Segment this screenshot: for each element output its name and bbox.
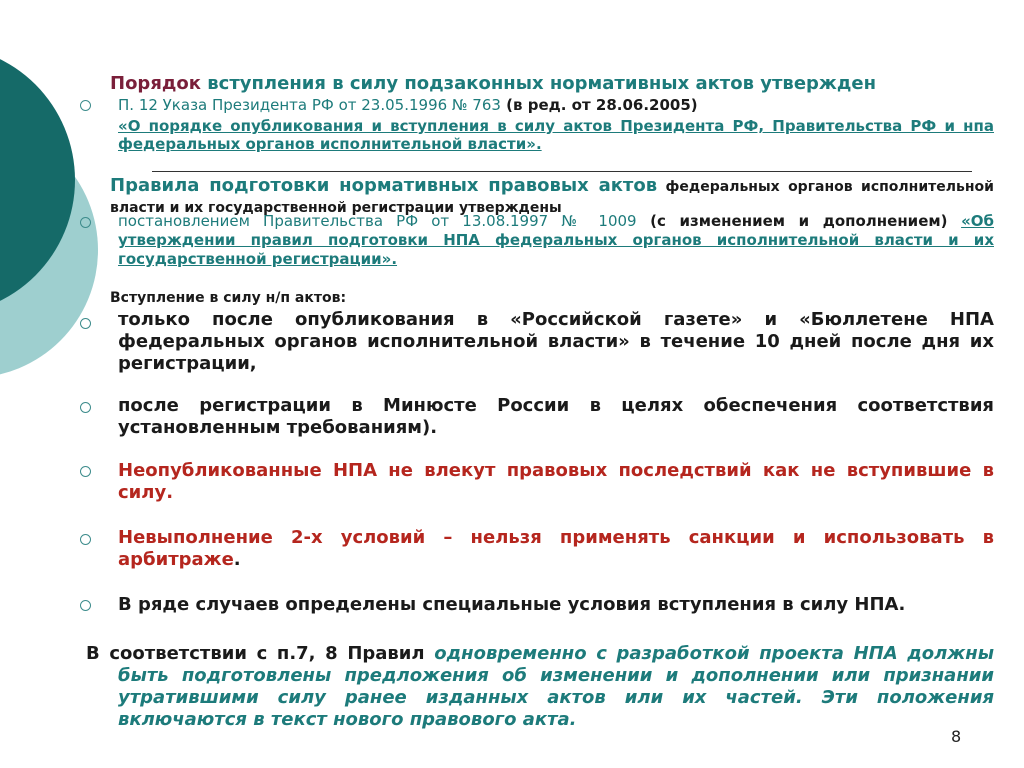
bullet-icon: [80, 318, 91, 329]
bullet-icon: [80, 534, 91, 545]
page-number: 8: [951, 727, 962, 746]
divider-line: [152, 171, 972, 172]
heading-order-text: вступления в силу подзаконных нормативных актов утвержден: [201, 73, 877, 94]
list-item-registration: после регистрации в Минюсте России в целях обеспечения соответствия установленным требованиям).: [118, 395, 994, 438]
bullet-icon: [80, 217, 91, 228]
decree-reference: [118, 96, 994, 114]
heading-rules-text: федеральных органов исполнительной власти и их государственной регистрации утверждены: [110, 179, 994, 216]
final-paragraph: [86, 643, 994, 731]
final-paragraph-emphasis: одновременно с разработкой проекта НПА должны быть подготовлены предложения об изменении и дополнении или признании утратившими силу ранее изданных актов или их частей. Эти положения включаются в текст нового правового акта.: [118, 643, 994, 730]
decree-reference-edition: (в ред. от 28.06.2005): [500, 96, 698, 114]
resolution-reference-note: (с изменением и дополнением): [636, 212, 962, 230]
resolution-reference-main: постановлением Правительства РФ от 13.08.1997 № 1009: [118, 212, 637, 230]
heading-entry-into-force: Вступление в силу н/п актов:: [110, 290, 347, 306]
heading-rules-title: Правила подготовки нормативных правовых актов: [110, 175, 658, 196]
decree-title-link[interactable]: «О порядке опубликования и вступления в силу актов Президента РФ, Правительства РФ и нпа федеральных органов исполнительной власти».: [118, 117, 994, 153]
final-paragraph-lead: В соответствии с п.7, 8 Правил: [86, 643, 435, 664]
list-item-noncompliance-word: арбитраже: [118, 549, 234, 570]
heading-order-keyword: Порядок: [110, 73, 201, 94]
list-item-publication: только после опубликования в «Российской газете» и «Бюллетене НПА федеральных органов исполнительной власти» в течение 10 дней после дня их регистрации,: [118, 309, 994, 374]
list-item-unpublished: Неопубликованные НПА не влекут правовых последствий как не вступившие в силу.: [118, 460, 994, 503]
decree-reference-main: П. 12 Указа Президента РФ от 23.05.1996 № 763: [118, 96, 501, 114]
bullet-icon: [80, 600, 91, 611]
heading-order: [110, 73, 1000, 94]
list-item-special-conditions: В ряде случаев определены специальные условия вступления в силу НПА.: [118, 594, 906, 615]
bullet-icon: [80, 466, 91, 477]
list-item-noncompliance-text: Невыполнение 2-х условий – нельзя применять санкции и использовать в: [118, 527, 994, 548]
list-item-noncompliance: [118, 527, 994, 571]
bullet-icon: [80, 100, 91, 111]
resolution-reference: [118, 212, 994, 269]
bullet-icon: [80, 402, 91, 413]
list-item-noncompliance-period: .: [233, 549, 241, 570]
resolution-title-link[interactable]: «Об утверждении правил подготовки НПА федеральных органов исполнительной власти и их государственной регистрации».: [118, 212, 994, 268]
